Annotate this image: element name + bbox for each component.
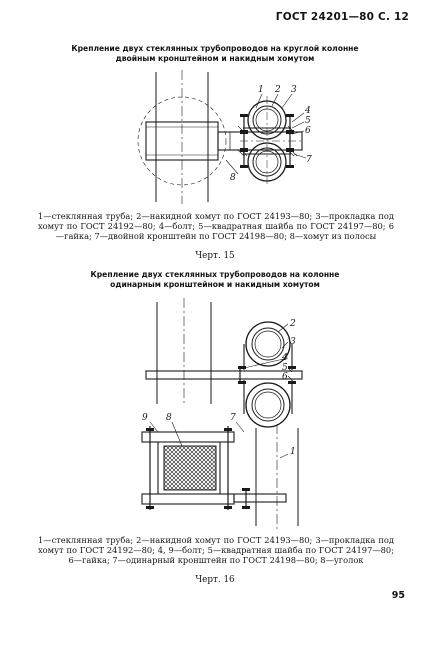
figure15-legend: 1—стеклянная труба; 2—накидной хомут по ГОСТ 24193—80; 3—прокладка под хомут по ГОСТ 24192—80; 4—болт; 5—квадратная шайба по ГОСТ 24197—80; 6—гайка; 7—двойной кронштейн по ГОСТ 24198—80; 8—хомут из полосы	[38, 211, 394, 242]
figure16-label-5: 5	[282, 363, 288, 373]
figure15-label-1: 1	[258, 85, 264, 95]
figure15-title-line1: Крепление двух стеклянных трубопроводов на круглой колонне	[71, 44, 359, 53]
figure15-label-4: 4	[305, 106, 311, 116]
figure16-label-2: 2	[290, 319, 296, 329]
figure16-title-line2: одинарным кронштейном и накидным хомутом	[110, 280, 320, 289]
figure15-caption: Черт. 15	[195, 251, 235, 261]
figure15-label-3: 3	[291, 85, 297, 95]
figure16-legend: 1—стеклянная труба; 2—накидной хомут по ГОСТ 24193—80; 3—прокладка под хомут по ГОСТ 24192—80; 4, 9—болт; 5—квадратная шайба по ГОСТ 24197—80; 6—гайка; 7—одинарный кронштейн по ГОСТ 24198—80; 8—уголок	[38, 535, 394, 566]
figure15-label-7: 7	[306, 155, 312, 165]
page-number: 95	[391, 590, 405, 601]
figure16-label-8: 8	[166, 413, 172, 423]
figure16-label-7: 7	[230, 413, 236, 423]
figure16-label-3: 3	[290, 337, 296, 347]
figure15-drawing	[0, 70, 429, 210]
figure15-label-2: 2	[275, 85, 281, 95]
page-header: ГОСТ 24201—80 С. 12	[275, 11, 409, 23]
figure15-label-8: 8	[230, 173, 236, 183]
figure15-label-6: 6	[305, 126, 311, 136]
figure16-label-1: 1	[290, 447, 296, 457]
figure15-label-5: 5	[305, 116, 311, 126]
figure16-label-4: 4	[282, 353, 288, 363]
figure16-drawing	[0, 296, 429, 531]
figure16-label-6: 6	[282, 372, 288, 382]
figure16-caption: Черт. 16	[195, 575, 235, 585]
figure16-label-9: 9	[142, 413, 148, 423]
figure15-title-line2: двойным кронштейном и накидным хомутом	[115, 54, 315, 63]
figure16-title-line1: Крепление двух стеклянных трубопроводов на колонне	[90, 270, 340, 279]
